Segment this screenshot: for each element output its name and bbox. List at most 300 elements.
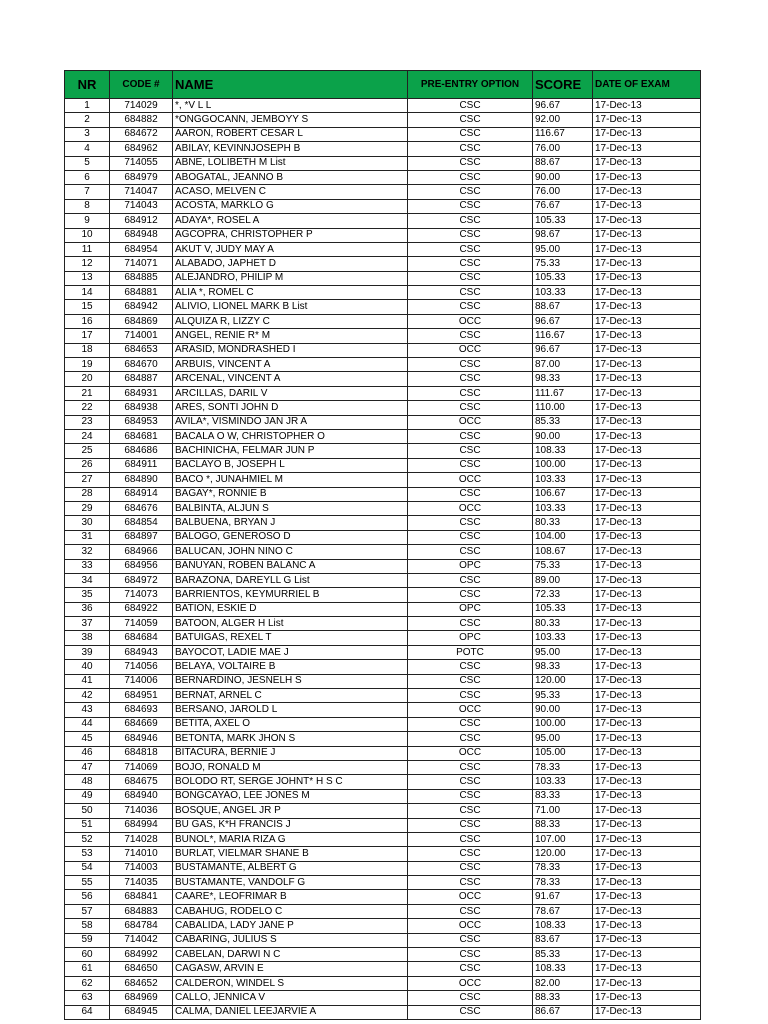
code-cell: 684966: [110, 545, 173, 559]
pre-entry-option-cell: CSC: [408, 588, 533, 602]
name-cell: ALIA *, ROMEL C: [173, 286, 408, 300]
pre-entry-option-cell: CSC: [408, 271, 533, 285]
code-cell: 684854: [110, 516, 173, 530]
table-row: [65, 530, 701, 544]
name-cell: BELAYA, VOLTAIRE B: [173, 660, 408, 674]
code-cell: 714059: [110, 617, 173, 631]
date-of-exam-cell: 17-Dec-13: [593, 300, 701, 314]
pre-entry-option-cell: CSC: [408, 127, 533, 141]
name-cell: ABOGATAL, JEANNO B: [173, 170, 408, 184]
row-number: 50: [65, 804, 110, 818]
code-cell: 684943: [110, 645, 173, 659]
code-cell: 684882: [110, 113, 173, 127]
pre-entry-option-cell: CSC: [408, 847, 533, 861]
code-cell: 684784: [110, 919, 173, 933]
row-number: 6: [65, 170, 110, 184]
date-of-exam-cell: 17-Dec-13: [593, 645, 701, 659]
table-row: [65, 1005, 701, 1019]
name-cell: AKUT V, JUDY MAY A: [173, 242, 408, 256]
name-cell: ACASO, MELVEN C: [173, 185, 408, 199]
table-row: [65, 832, 701, 846]
code-cell: 684953: [110, 415, 173, 429]
code-cell: 684890: [110, 473, 173, 487]
score-cell: 90.00: [533, 703, 593, 717]
date-of-exam-cell: 17-Dec-13: [593, 458, 701, 472]
date-of-exam-cell: 17-Dec-13: [593, 617, 701, 631]
score-cell: 78.33: [533, 876, 593, 890]
table-row: [65, 199, 701, 213]
code-cell: 684675: [110, 775, 173, 789]
name-cell: BERNAT, ARNEL C: [173, 689, 408, 703]
score-cell: 92.00: [533, 113, 593, 127]
date-of-exam-cell: 17-Dec-13: [593, 214, 701, 228]
row-number: 31: [65, 530, 110, 544]
name-cell: BALBUENA, BRYAN J: [173, 516, 408, 530]
name-cell: BATUIGAS, REXEL T: [173, 631, 408, 645]
name-cell: ALQUIZA R, LIZZY C: [173, 314, 408, 328]
pre-entry-option-cell: CSC: [408, 789, 533, 803]
pre-entry-option-cell: CSC: [408, 689, 533, 703]
date-of-exam-cell: 17-Dec-13: [593, 573, 701, 587]
code-cell: 684962: [110, 142, 173, 156]
code-cell: 684931: [110, 386, 173, 400]
code-cell: 684938: [110, 401, 173, 415]
code-cell: 684686: [110, 444, 173, 458]
pre-entry-option-cell: CSC: [408, 904, 533, 918]
row-number: 53: [65, 847, 110, 861]
name-cell: BOSQUE, ANGEL JR P: [173, 804, 408, 818]
pre-entry-option-cell: CSC: [408, 516, 533, 530]
pre-entry-option-cell: CSC: [408, 429, 533, 443]
score-cell: 96.67: [533, 314, 593, 328]
score-cell: 107.00: [533, 832, 593, 846]
pre-entry-option-cell: CSC: [408, 329, 533, 343]
table-row: [65, 343, 701, 357]
pre-entry-option-cell: CSC: [408, 1005, 533, 1019]
code-cell: 684883: [110, 904, 173, 918]
table-row: [65, 962, 701, 976]
date-of-exam-cell: 17-Dec-13: [593, 948, 701, 962]
score-cell: 75.33: [533, 257, 593, 271]
row-number: 63: [65, 991, 110, 1005]
code-cell: 714073: [110, 588, 173, 602]
score-cell: 76.67: [533, 199, 593, 213]
table-row: [65, 689, 701, 703]
code-cell: 714055: [110, 156, 173, 170]
date-of-exam-cell: 17-Dec-13: [593, 919, 701, 933]
pre-entry-option-cell: CSC: [408, 876, 533, 890]
row-number: 25: [65, 444, 110, 458]
date-of-exam-cell: 17-Dec-13: [593, 343, 701, 357]
pre-entry-option-cell: CSC: [408, 962, 533, 976]
pre-entry-option-cell: CSC: [408, 760, 533, 774]
score-cell: 103.33: [533, 286, 593, 300]
row-number: 28: [65, 487, 110, 501]
row-number: 58: [65, 919, 110, 933]
date-of-exam-cell: 17-Dec-13: [593, 674, 701, 688]
pre-entry-option-cell: OPC: [408, 559, 533, 573]
table-row: [65, 904, 701, 918]
date-of-exam-cell: 17-Dec-13: [593, 660, 701, 674]
pre-entry-option-cell: OCC: [408, 314, 533, 328]
row-number: 23: [65, 415, 110, 429]
name-cell: CABARING, JULIUS S: [173, 933, 408, 947]
date-of-exam-cell: 17-Dec-13: [593, 559, 701, 573]
date-of-exam-cell: 17-Dec-13: [593, 473, 701, 487]
name-cell: BOLODO RT, SERGE JOHNT* H S C: [173, 775, 408, 789]
score-cell: 90.00: [533, 429, 593, 443]
code-cell: 714043: [110, 199, 173, 213]
table-row: [65, 804, 701, 818]
date-of-exam-cell: 17-Dec-13: [593, 156, 701, 170]
row-number: 11: [65, 242, 110, 256]
row-number: 47: [65, 760, 110, 774]
date-of-exam-cell: 17-Dec-13: [593, 242, 701, 256]
date-of-exam-cell: 17-Dec-13: [593, 199, 701, 213]
code-cell: 684951: [110, 689, 173, 703]
table-row: [65, 286, 701, 300]
row-number: 1: [65, 99, 110, 113]
date-of-exam-cell: 17-Dec-13: [593, 314, 701, 328]
row-number: 22: [65, 401, 110, 415]
score-cell: 95.00: [533, 645, 593, 659]
score-cell: 120.00: [533, 674, 593, 688]
score-cell: 80.33: [533, 516, 593, 530]
name-cell: CALDERON, WINDEL S: [173, 976, 408, 990]
score-cell: 95.00: [533, 242, 593, 256]
table-row: [65, 588, 701, 602]
name-cell: BALUCAN, JOHN NINO C: [173, 545, 408, 559]
date-of-exam-cell: 17-Dec-13: [593, 732, 701, 746]
pre-entry-option-cell: CSC: [408, 358, 533, 372]
table-row: [65, 617, 701, 631]
table-row: [65, 890, 701, 904]
pre-entry-option-cell: OPC: [408, 631, 533, 645]
date-of-exam-cell: 17-Dec-13: [593, 228, 701, 242]
code-cell: 684946: [110, 732, 173, 746]
date-of-exam-cell: 17-Dec-13: [593, 415, 701, 429]
table-row: [65, 573, 701, 587]
score-cell: 90.00: [533, 170, 593, 184]
pre-entry-option-cell: CSC: [408, 818, 533, 832]
pre-entry-option-cell: CSC: [408, 861, 533, 875]
name-cell: ARCILLAS, DARIL V: [173, 386, 408, 400]
row-number: 14: [65, 286, 110, 300]
score-cell: 111.67: [533, 386, 593, 400]
table-row: [65, 717, 701, 731]
row-number: 16: [65, 314, 110, 328]
date-of-exam-cell: 17-Dec-13: [593, 789, 701, 803]
row-number: 56: [65, 890, 110, 904]
score-cell: 98.33: [533, 660, 593, 674]
header-name: NAME: [173, 71, 408, 99]
date-of-exam-cell: 17-Dec-13: [593, 904, 701, 918]
code-cell: 714036: [110, 804, 173, 818]
code-cell: 684869: [110, 314, 173, 328]
pre-entry-option-cell: CSC: [408, 257, 533, 271]
pre-entry-option-cell: OCC: [408, 501, 533, 515]
row-number: 39: [65, 645, 110, 659]
name-cell: CAARE*, LEOFRIMAR B: [173, 890, 408, 904]
date-of-exam-cell: 17-Dec-13: [593, 602, 701, 616]
pre-entry-option-cell: CSC: [408, 99, 533, 113]
pre-entry-option-cell: CSC: [408, 300, 533, 314]
code-cell: 684693: [110, 703, 173, 717]
score-cell: 95.33: [533, 689, 593, 703]
date-of-exam-cell: 17-Dec-13: [593, 1005, 701, 1019]
name-cell: BONGCAYAO, LEE JONES M: [173, 789, 408, 803]
row-number: 26: [65, 458, 110, 472]
name-cell: ALABADO, JAPHET D: [173, 257, 408, 271]
score-cell: 108.33: [533, 919, 593, 933]
code-cell: 684652: [110, 976, 173, 990]
code-cell: 684684: [110, 631, 173, 645]
pre-entry-option-cell: CSC: [408, 717, 533, 731]
score-cell: 83.33: [533, 789, 593, 803]
score-cell: 88.33: [533, 991, 593, 1005]
row-number: 37: [65, 617, 110, 631]
row-number: 7: [65, 185, 110, 199]
table-row: [65, 415, 701, 429]
row-number: 43: [65, 703, 110, 717]
name-cell: BACALA O W, CHRISTOPHER O: [173, 429, 408, 443]
pre-entry-option-cell: CSC: [408, 228, 533, 242]
row-number: 13: [65, 271, 110, 285]
code-cell: 684914: [110, 487, 173, 501]
pre-entry-option-cell: OCC: [408, 919, 533, 933]
score-cell: 105.33: [533, 271, 593, 285]
pre-entry-option-cell: CSC: [408, 832, 533, 846]
pre-entry-option-cell: OPC: [408, 602, 533, 616]
name-cell: *, *V L L: [173, 99, 408, 113]
name-cell: CALMA, DANIEL LEEJARVIE A: [173, 1005, 408, 1019]
date-of-exam-cell: 17-Dec-13: [593, 890, 701, 904]
row-number: 30: [65, 516, 110, 530]
table-row: [65, 99, 701, 113]
pre-entry-option-cell: CSC: [408, 286, 533, 300]
row-number: 52: [65, 832, 110, 846]
date-of-exam-cell: 17-Dec-13: [593, 185, 701, 199]
pre-entry-option-cell: CSC: [408, 170, 533, 184]
score-cell: 96.67: [533, 99, 593, 113]
row-number: 33: [65, 559, 110, 573]
table-row: [65, 775, 701, 789]
name-cell: AVILA*, VISMINDO JAN JR A: [173, 415, 408, 429]
table-row: [65, 976, 701, 990]
row-number: 55: [65, 876, 110, 890]
score-cell: 116.67: [533, 127, 593, 141]
score-cell: 72.33: [533, 588, 593, 602]
date-of-exam-cell: 17-Dec-13: [593, 113, 701, 127]
row-number: 41: [65, 674, 110, 688]
code-cell: 684992: [110, 948, 173, 962]
score-cell: 85.33: [533, 948, 593, 962]
table-row: [65, 703, 701, 717]
table-row: [65, 847, 701, 861]
pre-entry-option-cell: CSC: [408, 573, 533, 587]
pre-entry-option-cell: CSC: [408, 660, 533, 674]
row-number: 35: [65, 588, 110, 602]
score-cell: 100.00: [533, 717, 593, 731]
date-of-exam-cell: 17-Dec-13: [593, 818, 701, 832]
date-of-exam-cell: 17-Dec-13: [593, 861, 701, 875]
name-cell: BERSANO, JAROLD L: [173, 703, 408, 717]
score-cell: 103.33: [533, 501, 593, 515]
code-cell: 684670: [110, 358, 173, 372]
date-of-exam-cell: 17-Dec-13: [593, 271, 701, 285]
name-cell: ALEJANDRO, PHILIP M: [173, 271, 408, 285]
pre-entry-option-cell: CSC: [408, 545, 533, 559]
row-number: 64: [65, 1005, 110, 1019]
row-number: 19: [65, 358, 110, 372]
table-row: [65, 602, 701, 616]
score-cell: 85.33: [533, 415, 593, 429]
date-of-exam-cell: 17-Dec-13: [593, 401, 701, 415]
table-row: [65, 185, 701, 199]
code-cell: 714010: [110, 847, 173, 861]
code-cell: 684911: [110, 458, 173, 472]
row-number: 54: [65, 861, 110, 875]
name-cell: BARRIENTOS, KEYMURRIEL B: [173, 588, 408, 602]
code-cell: 684887: [110, 372, 173, 386]
table-row: [65, 113, 701, 127]
table-row: [65, 242, 701, 256]
row-number: 20: [65, 372, 110, 386]
table-row: [65, 300, 701, 314]
score-cell: 76.00: [533, 142, 593, 156]
name-cell: CAGASW, ARVIN E: [173, 962, 408, 976]
score-cell: 87.00: [533, 358, 593, 372]
code-cell: 684940: [110, 789, 173, 803]
header-nr: NR: [65, 71, 110, 99]
row-number: 59: [65, 933, 110, 947]
row-number: 18: [65, 343, 110, 357]
row-number: 38: [65, 631, 110, 645]
date-of-exam-cell: 17-Dec-13: [593, 142, 701, 156]
date-of-exam-cell: 17-Dec-13: [593, 429, 701, 443]
code-cell: 714003: [110, 861, 173, 875]
score-cell: 71.00: [533, 804, 593, 818]
pre-entry-option-cell: CSC: [408, 487, 533, 501]
row-number: 15: [65, 300, 110, 314]
row-number: 32: [65, 545, 110, 559]
name-cell: CALLO, JENNICA V: [173, 991, 408, 1005]
table-row: [65, 631, 701, 645]
score-cell: 86.67: [533, 1005, 593, 1019]
row-number: 49: [65, 789, 110, 803]
row-number: 42: [65, 689, 110, 703]
date-of-exam-cell: 17-Dec-13: [593, 631, 701, 645]
code-cell: 684681: [110, 429, 173, 443]
code-cell: 714035: [110, 876, 173, 890]
table-row: [65, 487, 701, 501]
date-of-exam-cell: 17-Dec-13: [593, 127, 701, 141]
row-number: 29: [65, 501, 110, 515]
name-cell: BACLAYO B, JOSEPH L: [173, 458, 408, 472]
pre-entry-option-cell: CSC: [408, 372, 533, 386]
date-of-exam-cell: 17-Dec-13: [593, 99, 701, 113]
score-cell: 105.33: [533, 602, 593, 616]
row-number: 45: [65, 732, 110, 746]
date-of-exam-cell: 17-Dec-13: [593, 170, 701, 184]
table-row: [65, 660, 701, 674]
table-row: [65, 271, 701, 285]
code-cell: 684922: [110, 602, 173, 616]
score-cell: 80.33: [533, 617, 593, 631]
pre-entry-option-cell: CSC: [408, 444, 533, 458]
pre-entry-option-cell: OCC: [408, 473, 533, 487]
score-cell: 76.00: [533, 185, 593, 199]
code-cell: 684672: [110, 127, 173, 141]
name-cell: BATOON, ALGER H List: [173, 617, 408, 631]
table-row: [65, 156, 701, 170]
date-of-exam-cell: 17-Dec-13: [593, 976, 701, 990]
code-cell: 684979: [110, 170, 173, 184]
code-cell: 684994: [110, 818, 173, 832]
score-cell: 91.67: [533, 890, 593, 904]
date-of-exam-cell: 17-Dec-13: [593, 386, 701, 400]
row-number: 5: [65, 156, 110, 170]
date-of-exam-cell: 17-Dec-13: [593, 487, 701, 501]
date-of-exam-cell: 17-Dec-13: [593, 588, 701, 602]
code-cell: 714006: [110, 674, 173, 688]
date-of-exam-cell: 17-Dec-13: [593, 689, 701, 703]
pre-entry-option-cell: CSC: [408, 242, 533, 256]
name-cell: BAYOCOT, LADIE MAE J: [173, 645, 408, 659]
table-row: [65, 429, 701, 443]
table-row: [65, 645, 701, 659]
header-date-of-exam: DATE OF EXAM: [593, 71, 701, 99]
pre-entry-option-cell: OCC: [408, 976, 533, 990]
score-cell: 95.00: [533, 732, 593, 746]
date-of-exam-cell: 17-Dec-13: [593, 530, 701, 544]
table-row: [65, 516, 701, 530]
table-row: [65, 818, 701, 832]
score-cell: 83.67: [533, 933, 593, 947]
name-cell: BU GAS, K*H FRANCIS J: [173, 818, 408, 832]
score-cell: 78.33: [533, 760, 593, 774]
row-number: 61: [65, 962, 110, 976]
table-row: [65, 170, 701, 184]
name-cell: BUSTAMANTE, VANDOLF G: [173, 876, 408, 890]
date-of-exam-cell: 17-Dec-13: [593, 358, 701, 372]
name-cell: ARES, SONTI JOHN D: [173, 401, 408, 415]
header-code: CODE #: [110, 71, 173, 99]
row-number: 48: [65, 775, 110, 789]
name-cell: AGCOPRA, CHRISTOPHER P: [173, 228, 408, 242]
row-number: 46: [65, 746, 110, 760]
code-cell: 684972: [110, 573, 173, 587]
date-of-exam-cell: 17-Dec-13: [593, 876, 701, 890]
name-cell: BATION, ESKIE D: [173, 602, 408, 616]
header-row: [65, 71, 701, 99]
name-cell: CABALIDA, LADY JANE P: [173, 919, 408, 933]
code-cell: 684885: [110, 271, 173, 285]
date-of-exam-cell: 17-Dec-13: [593, 962, 701, 976]
code-cell: 684676: [110, 501, 173, 515]
table-row: [65, 861, 701, 875]
score-cell: 105.00: [533, 746, 593, 760]
date-of-exam-cell: 17-Dec-13: [593, 501, 701, 515]
code-cell: 714028: [110, 832, 173, 846]
row-number: 40: [65, 660, 110, 674]
score-cell: 88.67: [533, 156, 593, 170]
score-cell: 78.33: [533, 861, 593, 875]
name-cell: CABAHUG, RODELO C: [173, 904, 408, 918]
row-number: 21: [65, 386, 110, 400]
code-cell: 714071: [110, 257, 173, 271]
name-cell: BAGAY*, RONNIE B: [173, 487, 408, 501]
